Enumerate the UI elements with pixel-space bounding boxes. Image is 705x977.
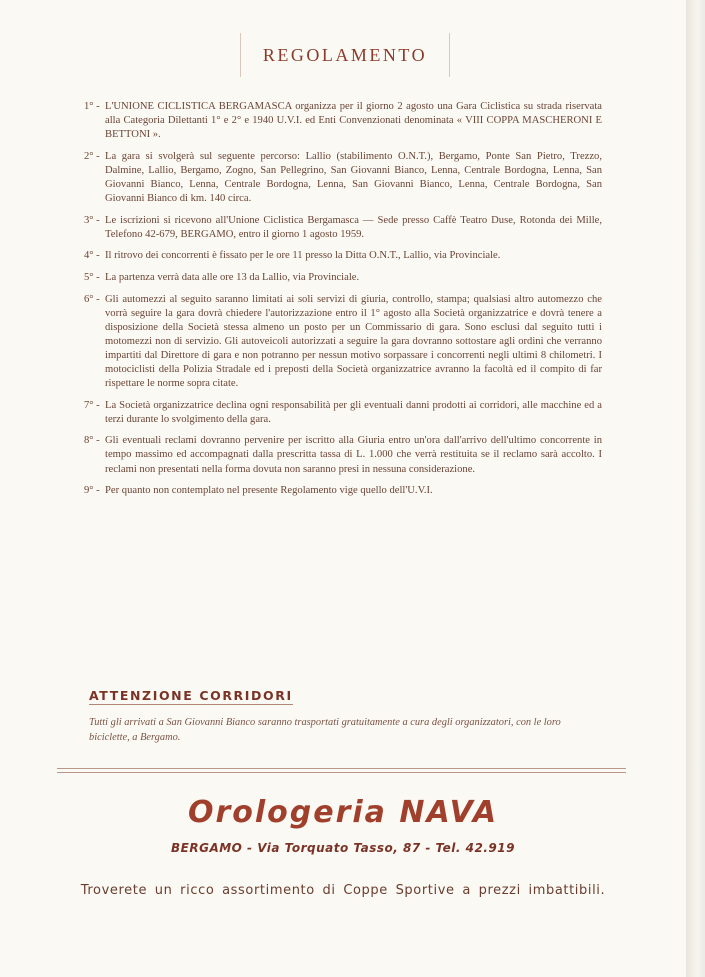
rule-text: La Società organizzatrice declina ogni responsabilità per gli eventuali danni prodotti ai corridori, alle macchine ed a terzi durante lo svolgimento della gara. <box>105 399 602 425</box>
divider <box>57 772 626 773</box>
divider <box>57 768 626 769</box>
rule-number: 3° - <box>84 214 100 226</box>
rule-item <box>84 249 602 263</box>
rule-item <box>84 150 602 206</box>
rule-number: 6° - <box>84 293 100 305</box>
rule-item <box>84 271 602 285</box>
rule-text: Gli eventuali reclami dovranno pervenire per iscritto alla Giuria entro un'ora dall'arrivo dell'ultimo concorrente in tempo massimo ed accompagnati dalla prescritta tassa di L. 1.000 che verrà restituita se il reclamo sarà accolto. I reclami non presentati nella forma dovuta non saranno presi in nessuna considerazione. <box>105 435 602 475</box>
rule-text: La partenza verrà data alle ore 13 da Lallio, via Provinciale. <box>105 271 360 283</box>
rule-number: 2° - <box>84 150 100 162</box>
rule-item <box>84 100 602 142</box>
rule-text: Per quanto non contemplato nel presente Regolamento vige quello dell'U.V.I. <box>105 485 433 497</box>
rule-number: 4° - <box>84 250 100 262</box>
page-title: REGOLAMENTO <box>262 44 428 65</box>
rule-number: 1° - <box>84 101 100 112</box>
attention-text: Tutti gli arrivati a San Giovanni Bianco saranno trasportati gratuitamente a cura degli organizzatori, con le loro biciclette, a Bergamo. <box>89 717 561 743</box>
rule-item <box>84 484 602 498</box>
rule-text: L'UNIONE CICLISTICA BERGAMASCA organizza per il giorno 2 agosto una Gara Ciclistica su strada riservata alla Categoria Dilettanti 1° e 2° e 1940 U.V.I. ed Enti Convenzionati denominata « VIII COPPA MASCHERONI E BETTONI ». <box>105 101 602 141</box>
rule-text: Le iscrizioni si ricevono all'Unione Ciclistica Bergamasca — Sede presso Caffè Teatro Duse, Rotonda dei Mille, Telefono 42-679, BERGAMO, entro il giorno 1 agosto 1959. <box>105 214 602 240</box>
rule-text: Il ritrovo dei concorrenti è fissato per le ore 11 presso la Ditta O.N.T., Lallio, via Provinciale. <box>105 250 501 262</box>
rule-number: 7° - <box>84 399 100 411</box>
advert-brand: Orologeria NAVA <box>187 795 499 830</box>
rule-text: Gli automezzi al seguito saranno limitati ai soli servizi di giuria, controllo, stampa; qualsiasi altro automezzo che vorrà seguire la gara dovrà chiedere l'autorizzazione entro il 1° agosto alla Società organizzatrice e dovrà tenere a disposizione della Società stessa almeno un posto per un Commissario di gara. Sono esclusi dal seguito tutti i motomezzi non di servizio. Gli autoveicoli autorizzati a seguire la gara dovranno sottostare agli ordini che verranno impartiti dal Direttore di gara e non potranno per nessun motivo sorpassare i concorrenti negli ultimi 8 chilometri. I motociclisti della Polizia Stradale ed i preposti della Società organizzatrice avranno la facoltà ed il compito di far rispettare le norme sopra citate. <box>105 293 602 390</box>
rule-number: 5° - <box>84 271 100 283</box>
rule-item <box>84 293 602 392</box>
rule-item <box>84 434 602 476</box>
advert-address: BERGAMO - Via Torquato Tasso, 87 - Tel. 42.919 <box>171 841 515 855</box>
rule-item <box>84 399 602 427</box>
rule-text: La gara si svolgerà sul seguente percorso: Lallio (stabilimento O.N.T.), Bergamo, Ponte San Pietro, Trezzo, Dalmine, Lallio, Bergamo, Zogno, San Pellegrino, San Giovanni Bianco, Lenna, Centrale Bordogna, Lenna, San Giovanni Bianco, Lenna, Centrale Bordogna, Lenna, San Giovanni Bianco, Lenna, Centrale Bordogna, San Giovanni Bianco di km. 140 circa. <box>105 150 602 205</box>
advert-tagline: Troverete un ricco assortimento di Coppe Sportive a prezzi imbattibili. <box>80 883 606 898</box>
rule-item <box>84 214 602 242</box>
page-edge <box>686 0 705 977</box>
attention-heading: ATTENZIONE CORRIDORI <box>89 688 293 703</box>
rules-list <box>84 100 602 506</box>
title-box <box>240 33 450 77</box>
rule-number: 8° - <box>84 435 100 447</box>
rule-number: 9° - <box>84 485 100 497</box>
